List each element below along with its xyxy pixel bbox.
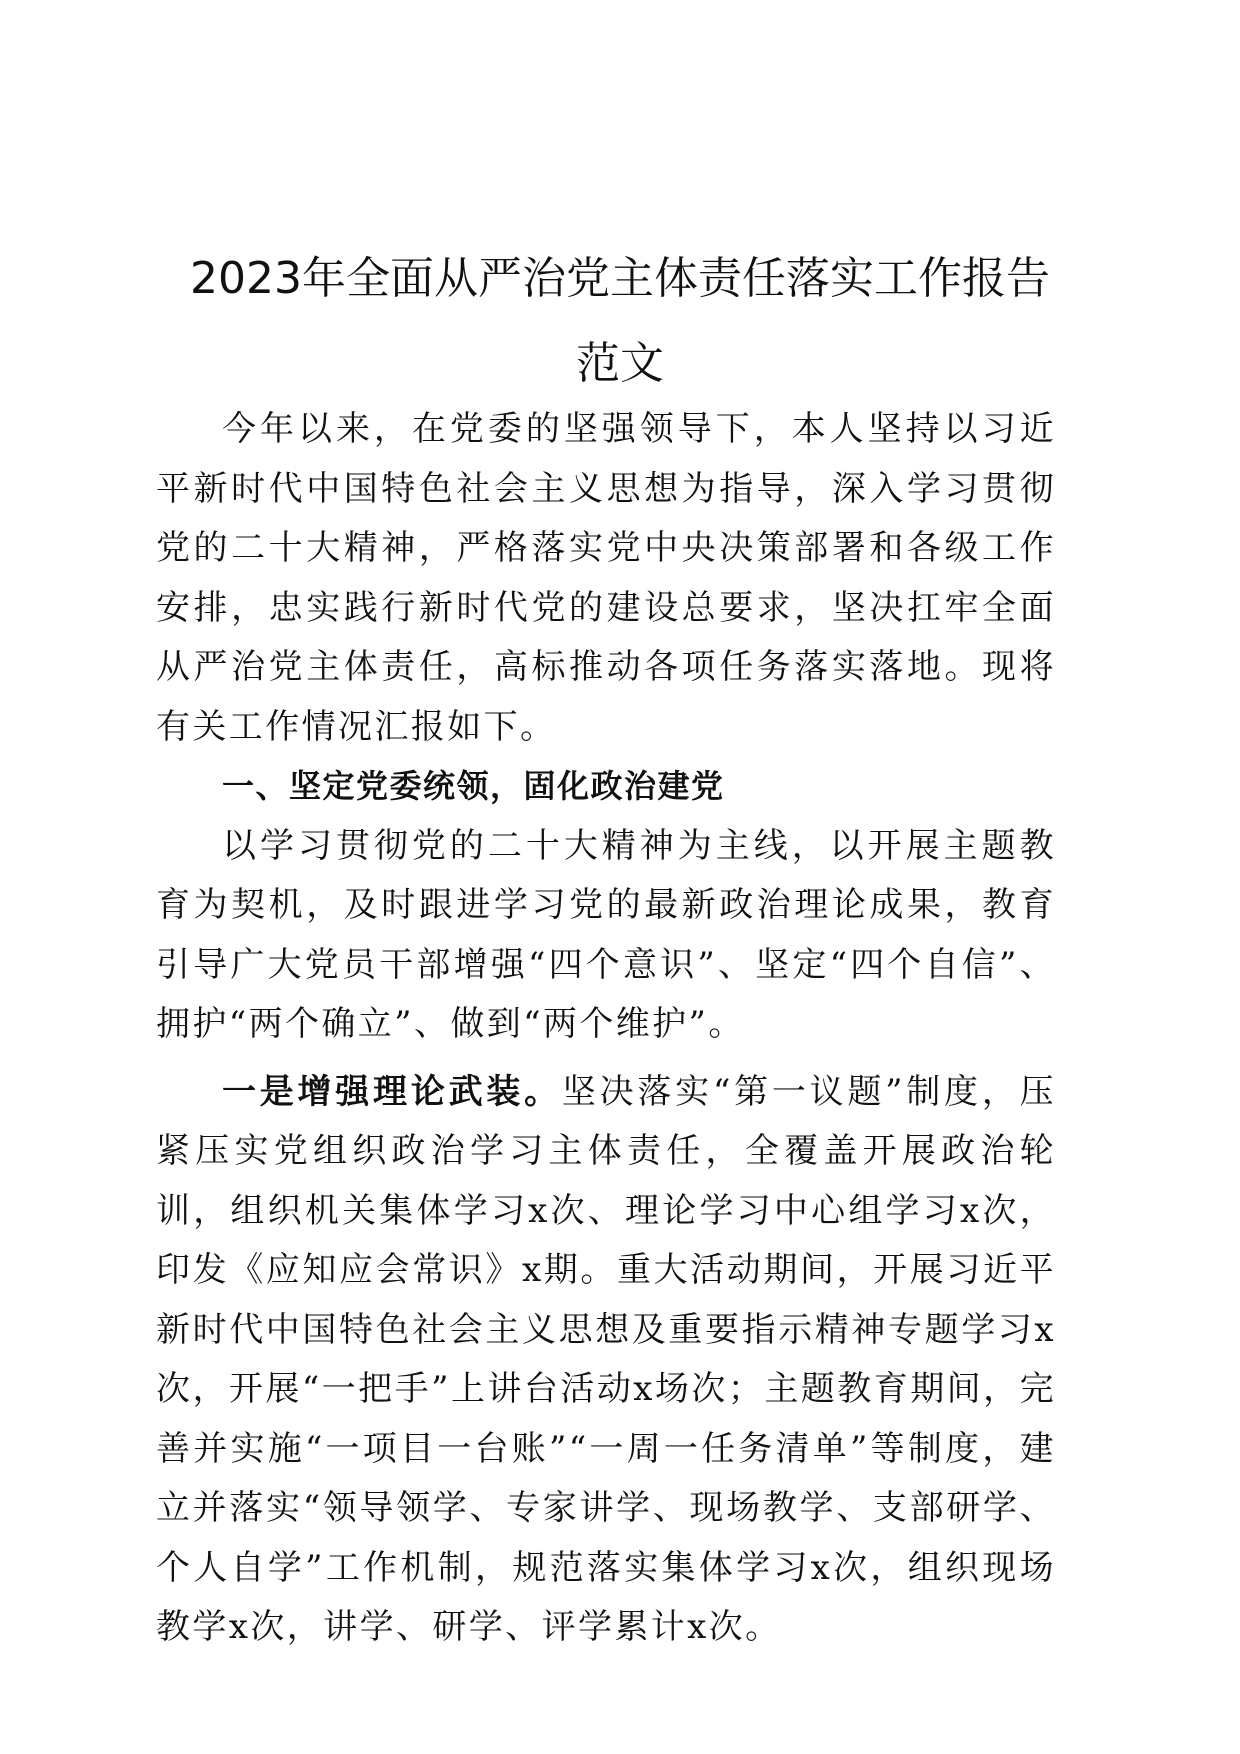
point-body-text: 坚决落实“第一议题”制度，压紧压实党组织政治学习主体责任，全覆盖开展政治轮训，组织机关集体学习x次、理论学习中心组学习x次，印发《应知应会常识》x期。重大活动期间，开展习近平新时代中国特色社会主义思想及重要指示精神专题学习x次，开展“一把手”上讲台活动x场次；主题教育期间，完善并实施“一项目一台账”“一周一任务清单”等制度，建立并落实“领导领学、专家讲学、现场教学、支部研学、个人自学”工作机制，规范落实集体学习x次，组织现场教学x次，讲学、研学、评学累计x次。 [156, 1071, 1056, 1647]
intro-paragraph: 今年以来，在党委的坚强领导下，本人坚持以习近平新时代中国特色社会主义思想为指导，深入学习贯彻党的二十大精神，严格落实党中央决策部署和各级工作安排，忠实践行新时代党的建设总要求，坚决扛牢全面从严治党主体责任，高标推动各项任务落实落地。现将有关工作情况汇报如下。 [156, 409, 1056, 747]
document-body [156, 400, 1056, 1658]
point-paragraph [156, 1063, 1056, 1658]
section-intro-paragraph: 以学习贯彻党的二十大精神为主线，以开展主题教育为契机，及时跟进学习党的最新政治理论成果，教育引导广大党员干部增强“四个意识”、坚定“四个自信”、拥护“两个确立”、做到“两个维护”。 [156, 825, 1056, 1044]
document-title-line-2: 范文 [576, 338, 664, 389]
document-title-line-1: 2023年全面从严治党主体责任落实工作报告 [190, 253, 1050, 304]
section-heading: 一、坚定党委统领，固化政治建党 [222, 767, 725, 805]
point-lead-text: 一是增强理论武装。 [222, 1071, 562, 1112]
